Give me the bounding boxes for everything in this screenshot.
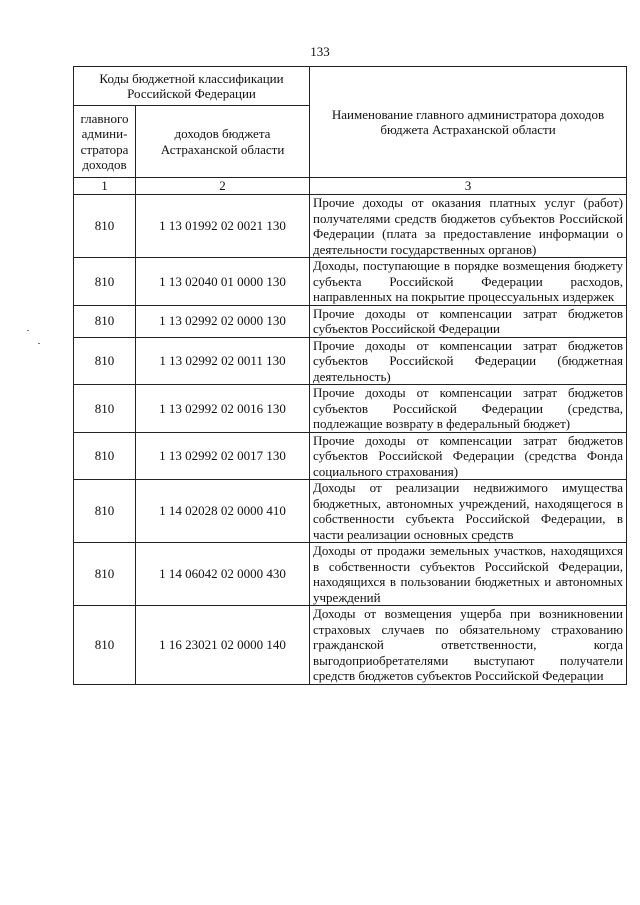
table-row [74,543,627,606]
revenue-name-cell: Доходы, поступающие в порядке возмещения бюджету субъекта Российской Федерации расходов, направленных на покрытие процессуальных издержек [310,258,627,306]
column-number: 3 [310,178,627,195]
scan-speck [27,330,29,331]
admin-code-cell: 810 [74,385,136,433]
header-col1-title: главного админи-стратора доходов [74,106,136,178]
budget-classification-table [73,66,627,685]
table-row [74,385,627,433]
revenue-name-cell: Прочие доходы от компенсации затрат бюджетов субъектов Российской Федерации [310,305,627,337]
column-number-row [74,178,627,195]
column-number: 2 [136,178,310,195]
revenue-name-cell: Прочие доходы от компенсации затрат бюджетов субъектов Российской Федерации (средства, подлежащие возврату в федеральный бюджет) [310,385,627,433]
revenue-code-cell: 1 16 23021 02 0000 140 [136,606,310,685]
admin-code-cell: 810 [74,195,136,258]
page-number: 133 [310,44,330,59]
admin-code-cell: 810 [74,337,136,385]
revenue-code-cell: 1 14 06042 02 0000 430 [136,543,310,606]
revenue-code-cell: 1 13 02992 02 0016 130 [136,385,310,433]
table-row [74,258,627,306]
table-row [74,305,627,337]
table-row [74,432,627,480]
revenue-code-cell: 1 14 02028 02 0000 410 [136,480,310,543]
revenue-name-cell: Прочие доходы от компенсации затрат бюджетов субъектов Российской Федерации (средства Фонда социального страхования) [310,432,627,480]
revenue-name-cell: Доходы от продажи земельных участков, находящихся в собственности субъектов Российской Федерации, находящихся в пользовании бюджетных и автономных учреждений [310,543,627,606]
admin-code-cell: 810 [74,432,136,480]
admin-code-cell: 810 [74,480,136,543]
revenue-code-cell: 1 13 02040 01 0000 130 [136,258,310,306]
revenue-code-cell: 1 13 02992 02 0000 130 [136,305,310,337]
scan-speck [38,343,40,344]
revenue-code-cell: 1 13 02992 02 0017 130 [136,432,310,480]
table-header-row [74,67,627,106]
revenue-name-cell: Прочие доходы от оказания платных услуг (работ) получателями средств бюджетов субъектов Российской Федерации (плата за предоставление информации о деятельности государственных органов) [310,195,627,258]
column-number: 1 [74,178,136,195]
revenue-name-cell: Доходы от реализации недвижимого имущества бюджетных, автономных учреждений, находящегося в собственности субъекта Российской Федерации, в части реализации основных средств [310,480,627,543]
header-group-title: Коды бюджетной классификации Российской Федерации [74,67,310,106]
admin-code-cell: 810 [74,543,136,606]
revenue-code-cell: 1 13 02992 02 0011 130 [136,337,310,385]
header-col3-title: Наименование главного администратора доходов бюджета Астраханской области [310,67,627,178]
admin-code-cell: 810 [74,258,136,306]
revenue-code-cell: 1 13 01992 02 0021 130 [136,195,310,258]
admin-code-cell: 810 [74,305,136,337]
table-row [74,337,627,385]
table-row [74,480,627,543]
table-row [74,606,627,685]
table-row [74,195,627,258]
revenue-name-cell: Доходы от возмещения ущерба при возникновении страховых случаев по обязательному страхованию гражданской ответственности, когда выгодоприобретателями выступают получатели средств бюджетов субъектов Российской Федерации [310,606,627,685]
header-col2-title: доходов бюджета Астраханской области [136,106,310,178]
admin-code-cell: 810 [74,606,136,685]
revenue-name-cell: Прочие доходы от компенсации затрат бюджетов субъектов Российской Федерации (бюджетная деятельность) [310,337,627,385]
